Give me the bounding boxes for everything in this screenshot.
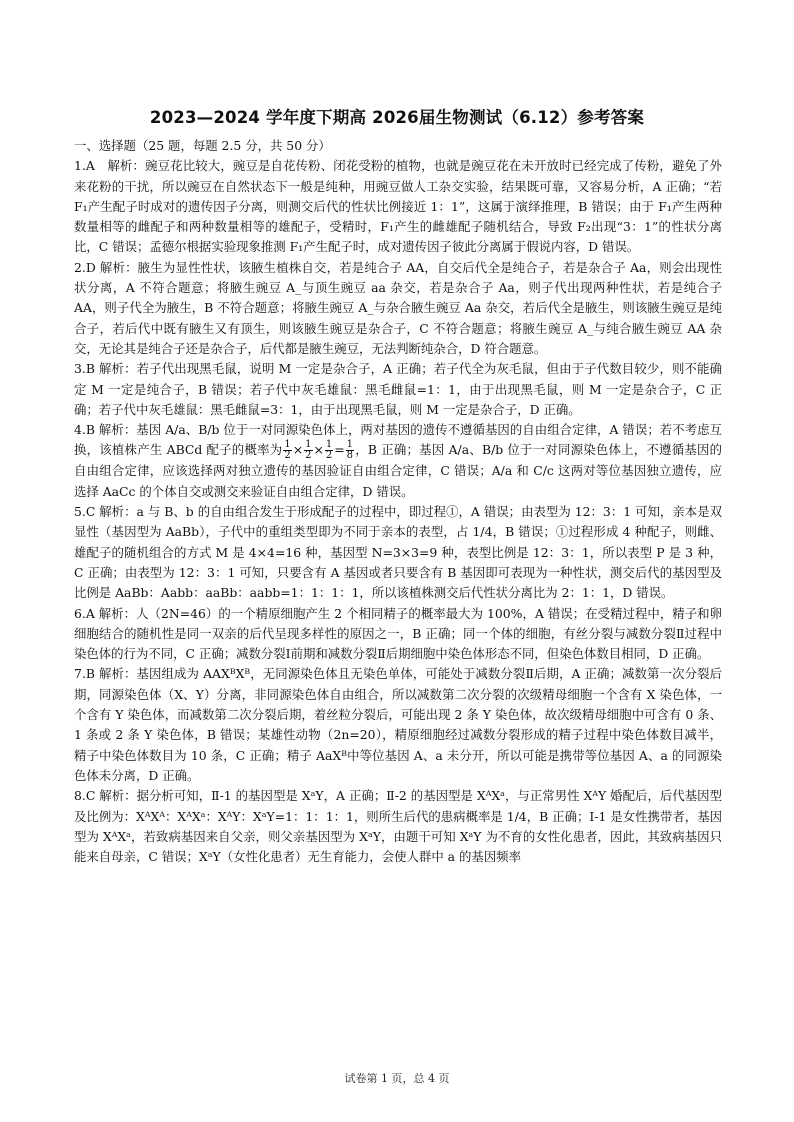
page-footer: 试卷第 1 页，总 4 页	[344, 1072, 450, 1085]
answer-item-1: 1.A 解析：豌豆花比较大，豌豆是自花传粉、闭花受粉的植物，也就是豌豆花在未开放时已经完成了传粉，避免了外来花粉的干扰，所以豌豆在自然状态下一般是纯种，用豌豆做人工杂交实验，结果既可靠，又容易分析，A 正确；“若 F₁产生配子时成对的遗传因子分离，则测交后代的性状比例接近 1：1”，这属于演绎推理，B 错误；由于 F₁产生两种数量相等的雌配子和两种数量相等的雄配子，受精时，F₁产生的雌雄配子随机结合，导致 F₂出现“3：1”的性状分离比，C 错误；孟德尔根据实验现象推测 F₁产生配子时，成对遗传因子彼此分离属于假说内容，D 错误。	[74, 158, 722, 255]
answer-item-4-part-1: 4.B 解析：基因 A/a、B/b 位于一对同源染色体上，两对基因的遗传不遵循基因的自由组合定律，A 错误；若不考虑互换，该植株产生 ABCd 配子的概率为	[74, 422, 722, 458]
equals-sign: =	[334, 442, 345, 458]
answer-item-4	[74, 420, 722, 502]
times-sign-2: ×	[313, 442, 324, 458]
fraction-result: $\frac{1}{8}$	[346, 439, 354, 462]
section-heading: 一、选择题（25 题，每题 2.5 分，共 50 分）	[74, 138, 331, 153]
answer-item-2: 2.D 解析：腋生为显性性状，该腋生植株自交，若是纯合子 AA，自交后代全是纯合子，若是杂合子 Aa，则会出现性状分离，A 不符合题意；将腋生豌豆 A_与顶生豌豆 aa 杂交，若是杂合子 Aa，则子代出现两种性状，若是纯合子 AA，则子代全为腋生，B 不符合题意；将腋生豌豆 A_与杂合腋生豌豆 Aa 杂交，若后代全是腋生，则该腋生豌豆是纯合子，若后代中既有腋生又有顶生，则该腋生豌豆是杂合子，C 不符合题意；将腋生豌豆 A_与纯合腋生豌豆 AA 杂交，无论其是纯合子还是杂合子，后代都是腋生豌豆，无法判断纯杂合，D 符合题意。	[74, 259, 722, 356]
answer-item-5: 5.C 解析：a 与 B、b 的自由组合发生于形成配子的过程中，即过程①，A 错误；由表型为 12：3：1 可知，亲本是双显性（基因型为 AaBb），子代中的重组类型即为不同于亲本的表型，占 1/4，B 错误；①过程形成 4 种配子，则雌、雄配子的随机组合的方式 M 是 4×4=16 种，基因型 N=3×3=9 种，表型比例是 12：3：1，所以表型 P 是 3 种，C 正确；由表型为 12：3：1 可知，只要含有 A 基因或者只要含有 B 基因即可表现为一种性状，测交后代的基因型及比例是 AaBb：Aabb：aaBb：aabb=1：1：1：1，所以该植株测交后代性状分离比为 2：1：1，D 错误。	[74, 504, 722, 601]
fraction-1: $\frac{1}{2}$	[284, 439, 291, 462]
answer-item-4-part-2: ，B 正确；基因 A/a、B/b 位于一对同源染色体上，不遵循基因的自由组合定律，应该选择两对独立遗传的基因验证自由组合定律，C 错误；A/a 和 C/c 这两对等位基因独立遗传，应选择 AaCc 的个体自交或测交来验证自由组合定律，D 错误。	[74, 442, 722, 499]
times-sign-1: ×	[292, 442, 304, 458]
answer-item-6: 6.A 解析：人（2N=46）的一个精原细胞产生 2 个相同精子的概率最大为 100%，A 错误；在受精过程中，精子和卵细胞结合的随机性是同一双亲的后代呈现多样性的原因之一，B 正确；同一个体的细胞，有丝分裂与减数分裂Ⅱ过程中染色体的行为不同，C 正确；减数分裂Ⅰ前期和减数分裂Ⅱ后期细胞中染色体形态不同，但染色体数目相同，D 正确。	[74, 605, 722, 662]
answer-item-8: 8.C 解析：据分析可知，Ⅱ-1 的基因型是 XᵃY，A 正确；Ⅱ-2 的基因型是 XᴬXᵃ，与正常男性 XᴬY 婚配后，后代基因型及比例为：XᴬXᴬ：XᴬXᵃ：XᴬY：XᵃY=1：1：1：1，则所生后代的患病概率是 1/4，B 正确；Ⅰ-1 是女性携带者，基因型为 XᴬXᵃ，若致病基因来自父亲，则父亲基因型为 XᵃY，由题干可知 XᵃY 为不育的女性化患者，因此，其致病基因只能来自母亲，C 错误；XᵃY（女性化患者）无生育能力，会使人群中 a 的基因频率	[74, 788, 722, 865]
answer-content	[74, 136, 722, 867]
answer-item-3: 3.B 解析：若子代出现黑毛鼠，说明 M 一定是杂合子，A 正确；若子代全为灰毛鼠，但由于子代数目较少，则不能确定 M 一定是纯合子，B 错误；若子代中灰毛雄鼠：黑毛雌鼠=1：1，由于出现黑毛鼠，则 M 一定是杂合子，C 正确；若子代中灰毛雄鼠：黑毛雌鼠=3：1，由于出现黑毛鼠，则 M 一定是杂合子，D 正确。	[74, 361, 722, 417]
page-title: 2023—2024 学年度下期高 2026届生物测试（6.12）参考答案	[149, 108, 645, 127]
fraction-2: $\frac{1}{2}$	[305, 439, 312, 462]
fraction-3: $\frac{1}{2}$	[325, 439, 333, 462]
answer-item-7: 7.B 解析：基因组成为 AAXᴮXᴮ，无同源染色体且无染色单体，可能处于减数分裂Ⅱ后期，A 正确；减数第一次分裂后期，同源染色体（X、Y）分离，非同源染色体自由组合，所以减数第二次分裂的次级精母细胞一个含有 X 染色体，一个含有 Y 染色体，而减数第二次分裂后期，着丝粒分裂后，可能出现 2 条 Y 染色体，故次级精母细胞中可含有 0 条、1 条或 2 条 Y 染色体，B 错误；某雄性动物（2n=20），精原细胞经过减数分裂形成的精子过程中染色体数目减半，精子中染色体数目为 10 条，C 正确；精子 AaXᴮ中等位基因 A、a 未分开，所以可能是携带等位基因 A、a 的同源染色体未分离，D 正确。	[74, 666, 722, 783]
